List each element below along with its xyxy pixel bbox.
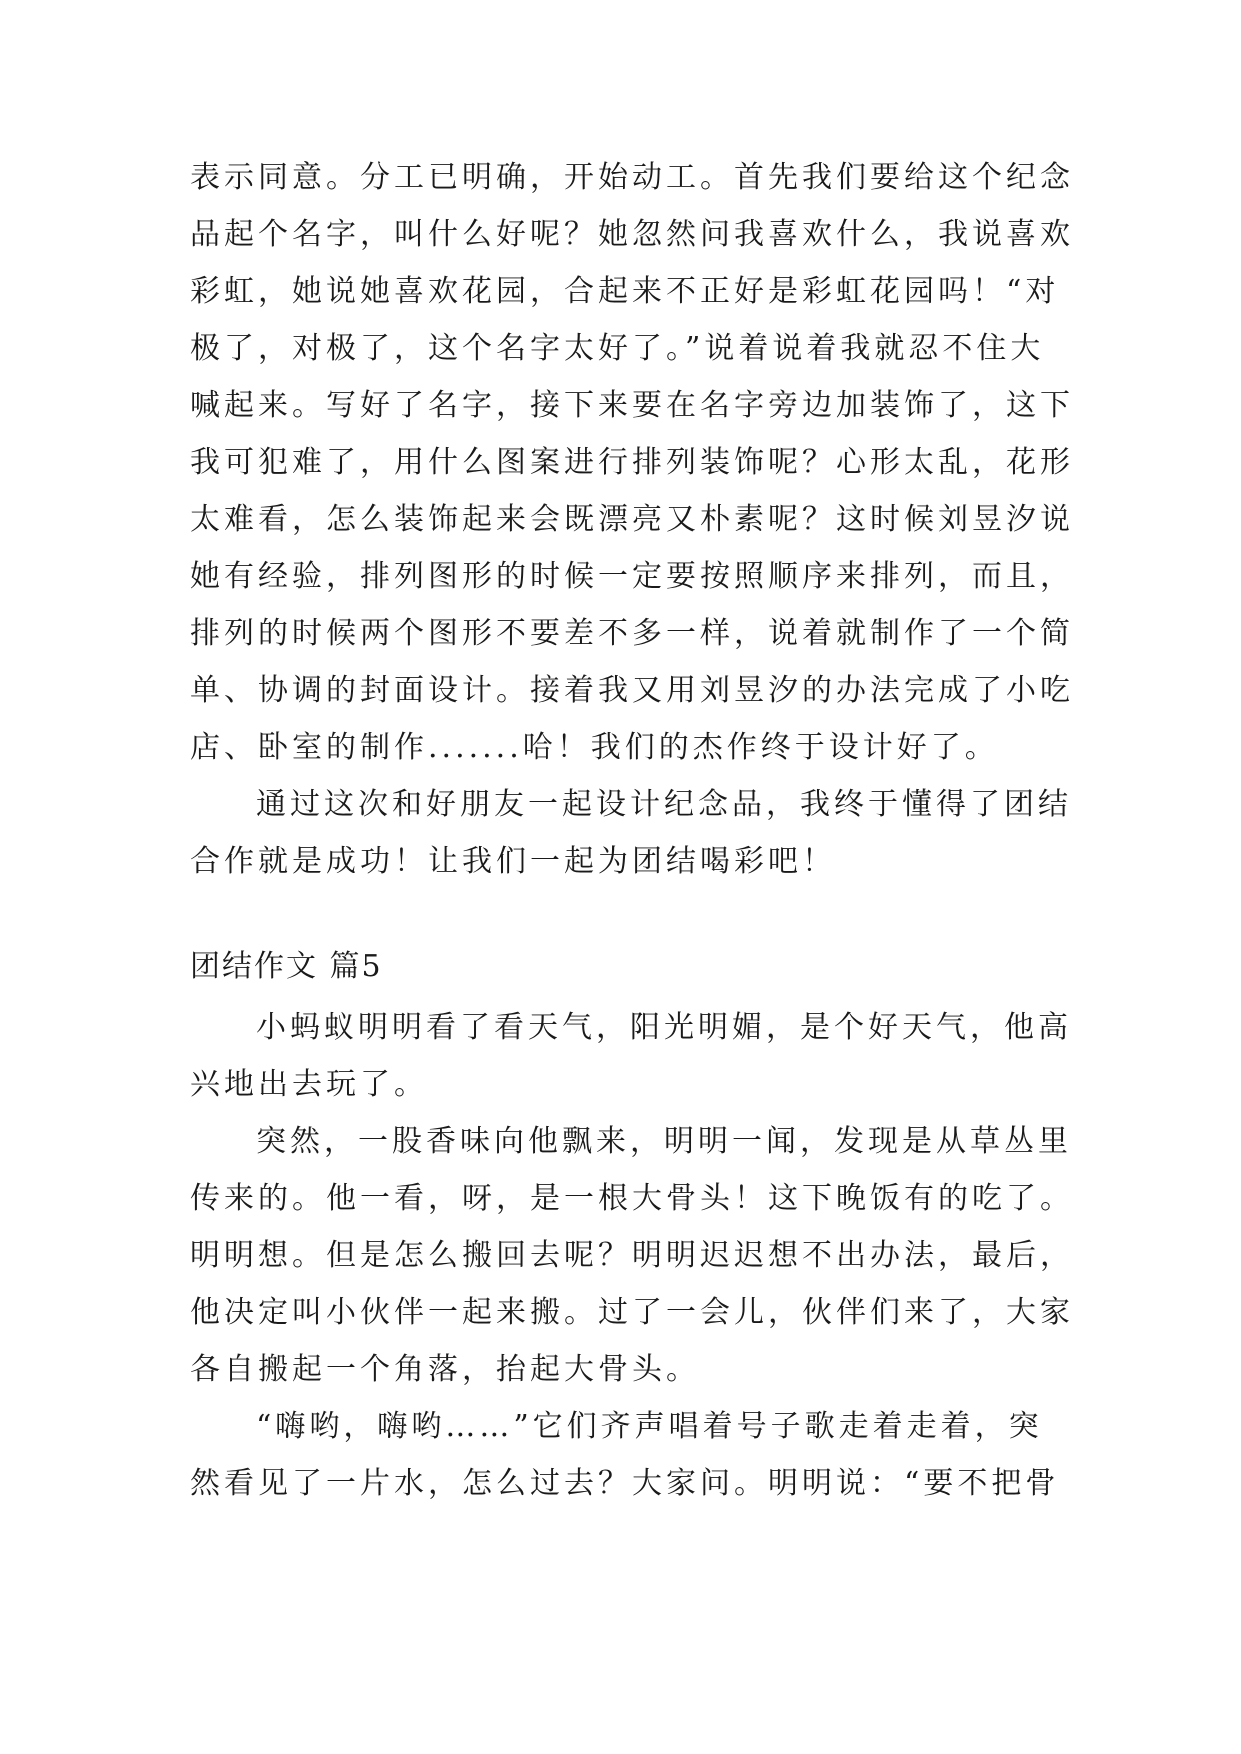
text-line: 兴地出去玩了。 [190,1067,428,1102]
text-line: 我可犯难了，用什么图案进行排列装饰呢？心形太乱，花形 [190,445,1074,480]
text-line: 店、卧室的制作.......哈！我们的杰作终于设计好了。 [190,730,999,765]
text-line: 传来的。他一看，呀，是一根大骨头！这下晚饭有的吃了。 [190,1181,1074,1216]
text-line: 排列的时候两个图形不要差不多一样，说着就制作了一个简 [190,616,1074,651]
text-line: 她有经验，排列图形的时候一定要按照顺序来排列，而且， [190,559,1074,594]
text-line: 合作就是成功！让我们一起为团结喝彩吧！ [190,844,836,879]
text-line: 品起个名字，叫什么好呢？她忽然问我喜欢什么，我说喜欢 [190,217,1074,252]
section-title: 团结作文 篇5 [190,949,383,984]
text-line: 表示同意。分工已明确，开始动工。首先我们要给这个纪念 [190,160,1074,195]
text-line: 小蚂蚁明明看了看天气，阳光明媚，是个好天气，他高 [256,1010,1072,1045]
text-line: 喊起来。写好了名字，接下来要在名字旁边加装饰了，这下 [190,388,1074,423]
text-line: 然看见了一片水，怎么过去？大家问。明明说：“要不把骨 [190,1466,1060,1501]
text-line: 各自搬起一个角落，抬起大骨头。 [190,1352,700,1387]
text-line: 太难看，怎么装饰起来会既漂亮又朴素呢？这时候刘昱汐说 [190,502,1074,537]
text-line: “嗨哟，嗨哟……”它们齐声唱着号子歌走着走着，突 [256,1409,1043,1444]
text-line: 突然，一股香味向他飘来，明明一闻，发现是从草丛里 [256,1124,1072,1159]
text-line: 他决定叫小伙伴一起来搬。过了一会儿，伙伴们来了，大家 [190,1295,1074,1330]
text-line: 极了，对极了，这个名字太好了。”说着说着我就忍不住大 [190,331,1045,366]
text-line: 单、协调的封面设计。接着我又用刘昱汐的办法完成了小吃 [190,673,1074,708]
text-line: 彩虹，她说她喜欢花园，合起来不正好是彩虹花园吗！“对 [190,274,1060,309]
text-line: 通过这次和好朋友一起设计纪念品，我终于懂得了团结 [256,787,1072,822]
text-line: 明明想。但是怎么搬回去呢？明明迟迟想不出办法，最后， [190,1238,1074,1273]
